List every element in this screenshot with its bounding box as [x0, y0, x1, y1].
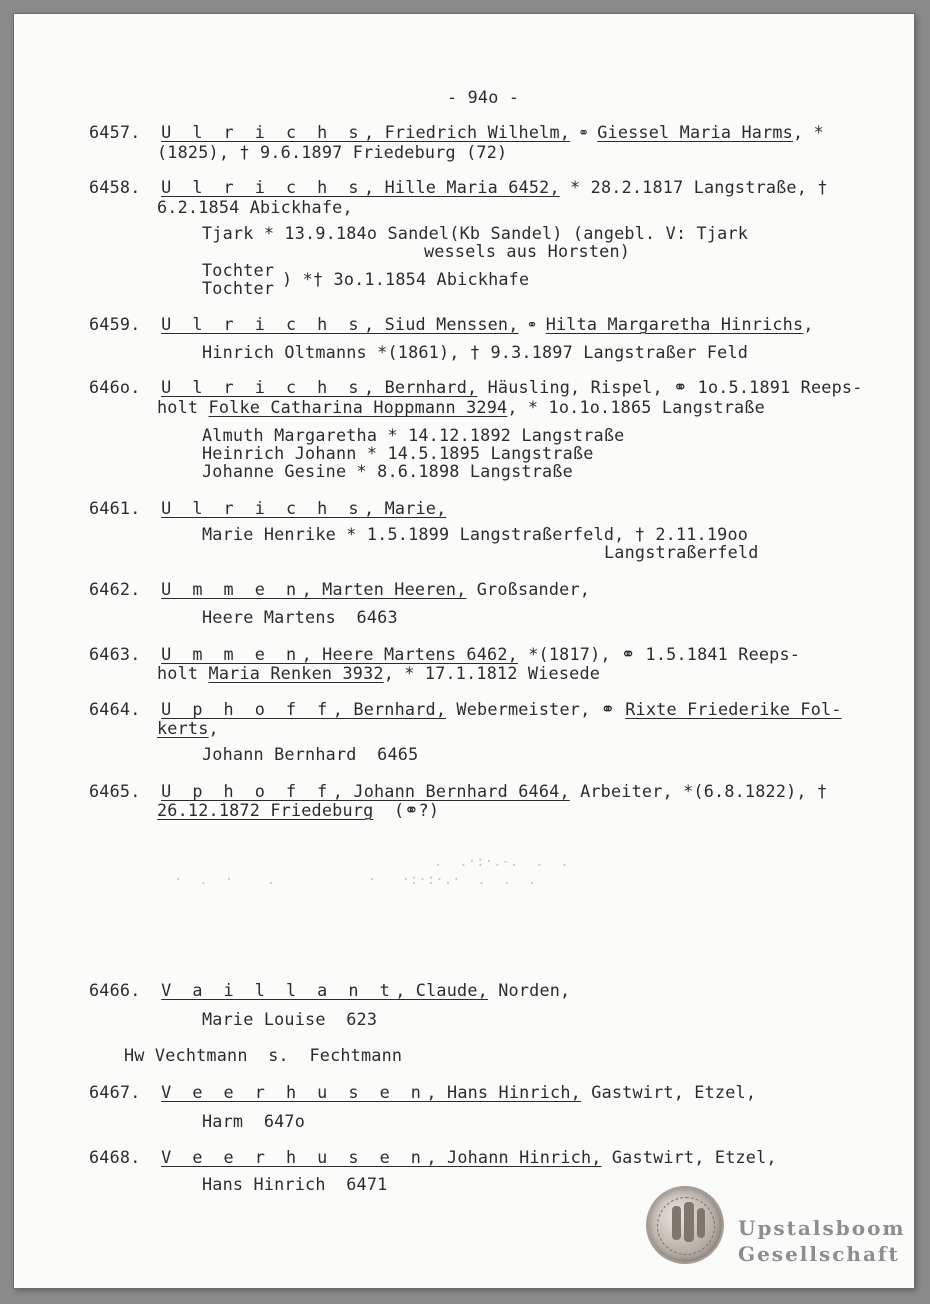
entry-6465-line-1: 6465. U p h o f f, Johann Bernhard 6464, Arbeiter, *(6.8.1822), † [89, 781, 828, 801]
child-line: Hans Hinrich 6471 [202, 1174, 388, 1194]
entry-6463-line-1: 6463. U m m e n, Heere Martens 6462, *(1817), ⚭ 1.5.1841 Reeps- [89, 644, 801, 664]
surname: U l r i c h s, Siud Menssen, [161, 314, 519, 334]
entry-6462-line-1: 6462. U m m e n, Marten Heeren, Großsander, [89, 579, 591, 599]
surname: U l r i c h s, Bernhard, [161, 377, 478, 397]
surname: V e e r h u s e n, Johann Hinrich, [161, 1147, 602, 1167]
entry-6468-line-1: 6468. V e e r h u s e n, Johann Hinrich, Gastwirt, Etzel, [89, 1147, 777, 1167]
entry-6457-line-2: (1825), † 9.6.1897 Friedeburg (72) [157, 142, 508, 162]
entry-number: 6458. [89, 177, 141, 197]
entry-6460-line-2: holt Folke Catharina Hoppmann 3294, * 1o.1o.1865 Langstraße [157, 397, 765, 417]
entry-6459-line-1: 6459. U l r i c h s, Siud Menssen, ⚭ Hilta Margaretha Hinrichs, [89, 314, 814, 334]
child-line: Tochter [202, 278, 275, 298]
surname: U p h o f f, Johann Bernhard 6464, [161, 781, 570, 801]
entry-6460-line-1: 646o. U l r i c h s, Bernhard, Häusling, Rispel, ⚭ 1o.5.1891 Reeps- [89, 377, 863, 397]
surname: U l r i c h s, Friedrich Wilhelm, [161, 122, 571, 142]
entry-number: 6466. [89, 980, 141, 1000]
cross-reference: Hw Vechtmann s. Fechtmann [124, 1045, 403, 1065]
entry-6461-line-1 [89, 498, 446, 518]
entry-6465-line-2: 26.12.1872 Friedeburg (⚭?) [157, 800, 440, 820]
spouse-name: Hilta Margaretha Hinrichs [545, 314, 804, 334]
entry-number: 6468. [89, 1147, 141, 1167]
page-number: - 94o - [447, 87, 520, 107]
society-seal-icon [648, 1188, 722, 1262]
document-page [14, 14, 914, 1288]
spouse-name: Giessel Maria Harms [597, 122, 793, 142]
entry-6457-line-1: 6457. U l r i c h s, Friedrich Wilhelm, ⚭ Giessel Maria Harms, * [89, 122, 824, 142]
spouse-name: Maria Renken 3932 [208, 663, 384, 683]
entry-number: 6465. [89, 781, 141, 801]
child-line-continued: wessels aus Horsten) [424, 241, 631, 261]
brand-line-1: Upstalsboom [738, 1216, 906, 1240]
spouse-name: Rixte Friederike Fol- [625, 699, 842, 719]
brand-line-2: Gesellschaft [738, 1242, 900, 1266]
entry-6464-line-2: kerts, [157, 718, 219, 738]
surname: U p h o f f, Bernhard, [161, 699, 447, 719]
child-line: Harm 647o [202, 1111, 306, 1131]
entry-6458-line-2: 6.2.1854 Abickhafe, [157, 197, 353, 217]
child-line: Hinrich Oltmanns *(1861), † 9.3.1897 Langstraßer Feld [202, 342, 749, 362]
surname: U l r i c h s, Hille Maria 6452, [161, 177, 560, 197]
child-line: Almuth Margaretha * 14.12.1892 Langstraße [202, 425, 625, 445]
entry-number: 6464. [89, 699, 141, 719]
child-line: Tochter [202, 260, 275, 280]
child-line: Johann Bernhard 6465 [202, 744, 419, 764]
spouse-name: Folke Catharina Hoppmann 3294 [208, 397, 508, 417]
entry-number: 6457. [89, 122, 141, 142]
entry-number: 6459. [89, 314, 141, 334]
entry-number: 6461. [89, 498, 141, 518]
surname: U m m e n, Marten Heeren, [161, 579, 467, 599]
child-line: Tjark * 13.9.184o Sandel(Kb Sandel) (angebl. V: Tjark [202, 223, 749, 243]
entry-number: 6462. [89, 579, 141, 599]
surname: V a i l l a n t, Claude, [161, 980, 488, 1000]
entry-number: 6467. [89, 1082, 141, 1102]
child-line: Heere Martens 6463 [202, 607, 398, 627]
surname: U l r i c h s, Marie, [161, 498, 447, 518]
child-line: Marie Louise 623 [202, 1009, 378, 1029]
child-line-note: ) *† 3o.1.1854 Abickhafe [282, 269, 530, 289]
entry-6467-line-1: 6467. V e e r h u s e n, Hans Hinrich, Gastwirt, Etzel, [89, 1082, 757, 1102]
entry-6463-line-2: holt Maria Renken 3932, * 17.1.1812 Wiesede [157, 663, 601, 683]
entry-6464-line-1: 6464. U p h o f f, Bernhard, Webermeister, ⚭ Rixte Friederike Fol- [89, 699, 842, 719]
child-line-continued: Langstraßerfeld [604, 542, 759, 562]
surname: U m m e n, Heere Martens 6462, [161, 644, 518, 664]
entry-6466-line-1: 6466. V a i l l a n t, Claude, Norden, [89, 980, 571, 1000]
entry-number: 6463. [89, 644, 141, 664]
entry-number: 646o. [89, 377, 141, 397]
show-through-mark: · . · . · ·:·:·.· . . . [174, 872, 537, 888]
surname: V e e r h u s e n, Hans Hinrich, [161, 1082, 581, 1102]
entry-6458-line-1: 6458. U l r i c h s, Hille Maria 6452, * 28.2.1817 Langstraße, † [89, 177, 828, 197]
show-through-mark: . .·:·.-. . . [434, 854, 569, 870]
child-line: Heinrich Johann * 14.5.1895 Langstraße [202, 443, 594, 463]
child-line: Marie Henrike * 1.5.1899 Langstraßerfeld, † 2.11.19oo [202, 524, 749, 544]
child-line: Johanne Gesine * 8.6.1898 Langstraße [202, 461, 573, 481]
